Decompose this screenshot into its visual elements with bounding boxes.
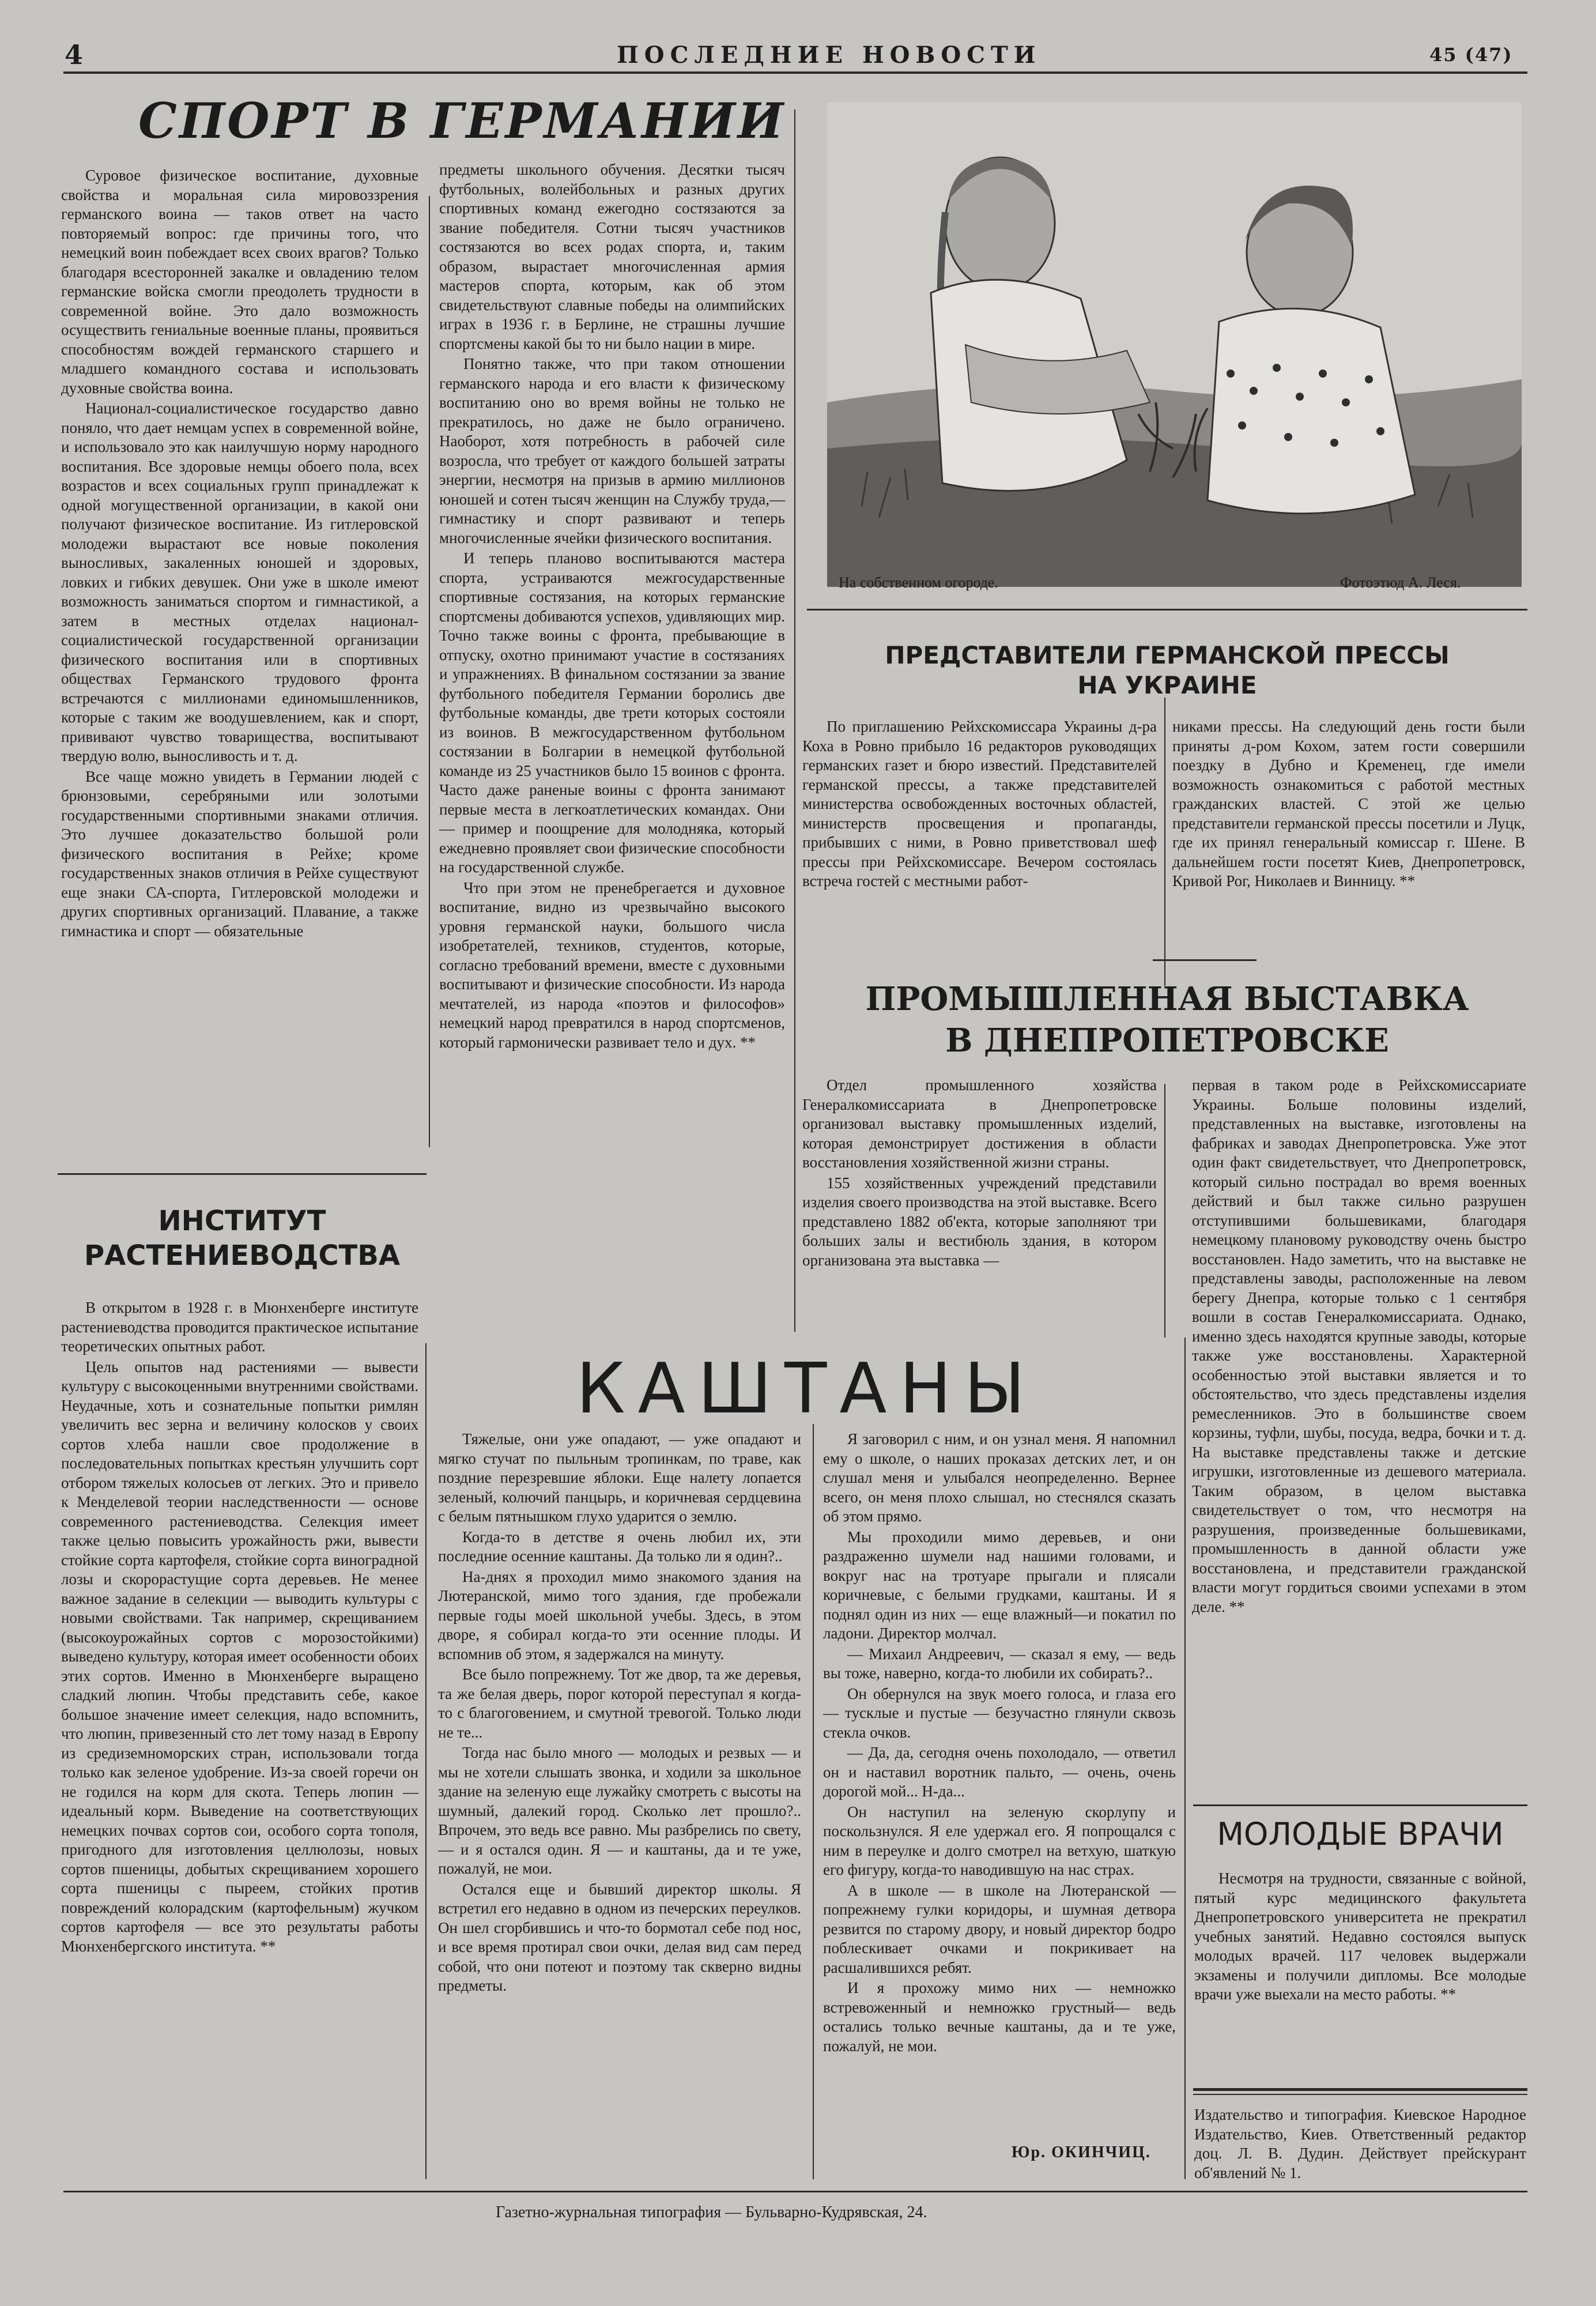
photo-credit: Фотоэтюд А. Леся. (1340, 574, 1461, 591)
paragraph: Что при этом не пренебрегается и духовное воспитание, видно из чрезвычайно высокого уровня германской науки, большого числа изобретателей, техников, студентов, которые, согласно требований времени, вместе с духовными воспитывают и физические способности. Из народа мечтателей, из народа «поэтов и философов» немецкий народ превратился в народ спортсменов, который гармонически развивает тело и дух. ** (439, 879, 785, 1051)
chestnuts-signature: Юр. ОКИНЧИЦ. (1012, 2143, 1151, 2161)
paragraph: Национал-социалистическое государство давно поняло, что дает немцам успех в современной войне, и использовало это как наилучшую норму народного воспитания. Все здоровые немцы обоего пола, всех возрастов и всех социальных групп принадлежат к одной могущественной организации, в какой они получают физическое воспитание. Из гитлеровской молодежи вырастают все новые поколения выносливых, закаленных юношей и здоровых, ловких и гибких девушек. Они уже в школе имеют возможность заниматься спортом и гимнастикой, а затем в местных отделах национал-социалистической государственной организации физического воспитания или в спортивных обществах Германского трудового фронта встречаются с миллионами единомышленников, которые с таким же воодушевлением, как и спорт, прививают чувство товарищества, воспитывают твердую волю, выносливость и т. д. (61, 400, 418, 764)
column-rule (794, 110, 795, 1332)
paragraph: И теперь планово воспитываются мастера спорта, устраиваются межгосударственные спортивные состязания, на которых германские спортсмены добиваются успехов, удивляющих мир. Точно также воины с фронта, пребывающие в отпуску, охотно принимают участие в состязаниях и упражнениях. В финальном состязании за звание футбольного победителя Германии боролись две футбольные команды, две трети которых состояли из воинов. В межгосударственном футбольном состязании в Болгарии в немецкой футбольной команде из 25 участников было 15 воинов с фронта. Часто даже раненые воины с фронта занимают первые места в легкоатлетических командах. Они — пример и поощрение для молодняка, который ежедневно проявляет свои физические способности на государственной службе. (439, 549, 785, 876)
column-rule (425, 1343, 427, 2179)
paragraph: В открытом в 1928 г. в Мюнхенберге институте растениеводства проводится практическое испытание теоретических опытных работ. (61, 1299, 418, 1355)
paragraph: И я прохожу мимо них — немножко встревоженный и немножко грустный— ведь остались только вечные каштаны, да и те уже, пожалуй, не мои. (823, 1979, 1176, 2055)
expo-column-2 (1192, 1076, 1526, 1618)
paragraph: Когда-то в детстве я очень любил их, эти последние осенние каштаны. Да только ли я один?.. (438, 1528, 801, 1565)
paragraph: Тяжелые, они уже опадают, — уже опадают и мягко стучат по пыльным тропинкам, по траве, как поздние перезревшие яблоки. Еще налету лопается зеленый, колючий панцырь, и коричневая сердцевина с белым пятнышком глухо ударится о землю. (438, 1430, 801, 1525)
issue-number: 45 (47) (1429, 44, 1513, 66)
column-rule (1164, 1084, 1165, 1337)
sport-title: СПОРТ В ГЕРМАНИИ (138, 92, 786, 149)
expo-title-line-1: ПРОМЫШЛЕННАЯ ВЫСТАВКА (865, 980, 1469, 1018)
press-column-2 (1172, 717, 1525, 892)
photo-caption: На собственном огороде. (839, 574, 998, 591)
paragraph: Несмотря на трудности, связанные с войной, пятый курс медицинского факультета Днепропетровского университета не прекратил учебных занятий. Недавно состоялся выпуск молодых врачей. 117 человек выдержали экзамены и получили дипломы. Все молодые врачи уже выехали на место работы. ** (1194, 1870, 1526, 2003)
chestnuts-title: КАШТАНЫ (576, 1349, 1038, 1429)
sport-column-1 (61, 166, 418, 942)
section-rule (1193, 1804, 1527, 1806)
doctors-title: МОЛОДЫЕ ВРАЧИ (1217, 1816, 1504, 1852)
section-rule (1193, 2088, 1527, 2091)
paragraph: первая в таком роде в Рейхскомиссариате Украины. Больше половины изделий, представленных на выставке, изготовлены на фабриках и заводах Днепропетровска. Уже этот один факт свидетельствует, что Днепропетровск, который сильно пострадал во время военных действий и был также сильно разрушен отступившими большевиками, благодаря немецкому плановому руководству очень быстро восстановлен. Надо заметить, что на выставке не представлены заводы, расположенные на левом берегу Днепра, которые только с 1 сентября вошли в состав Генералкомиссариата. Однако, именно здесь находятся крупные заводы, которые также уже восстановлены. Характерной особенностью этой выставки является и то обстоятельство, что здесь представлены изделия ремесленников. Это в большинстве своем корзины, туфли, шубы, посуда, ведра, бочки и т. д. На выставке представлены также и детские игрушки, изготовленные из дешевого материала. Таким образом, в целом выставка свидетельствует о том, что несмотря на разрушения, произведенные большевиками, промышленность в данной области уже восстановлена, и представители гражданской власти могут гордиться своими успехами в этом деле. ** (1192, 1076, 1526, 1615)
press-title-line-2: НА УКРАИНЕ (1077, 671, 1257, 699)
footer-rule (63, 2191, 1527, 2192)
section-rule (1153, 959, 1257, 961)
section-rule (58, 1173, 427, 1175)
paragraph: По приглашению Рейхскомиссара Украины д-ра Коха в Ровно прибыло 16 редакторов руководящих германских газет и бюро известий. Представителей германской прессы, а также представителей министерства освобожденных восточных областей, министерств просвещения и пропаганды, прибывших с ними, в Ровно приветствовал шеф прессы при Рейхскомиссаре. Вечером состоялась встреча гостей с местными работ- (802, 718, 1157, 890)
institute-title-line-2: РАСТЕНИЕВОДСТВА (84, 1239, 401, 1272)
header-rule (63, 71, 1527, 74)
chestnuts-column-2 (823, 1430, 1176, 2057)
press-title-line-1: ПРЕДСТАВИТЕЛИ ГЕРМАНСКОЙ ПРЕССЫ (885, 641, 1450, 669)
paragraph: — Да, да, сегодня очень похолодало, — ответил он и наставил воротник пальто, — очень, очень дорогой мой... Н-да... (823, 1744, 1176, 1800)
paragraph: предметы школьного обучения. Десятки тысяч футбольных, волейбольных и разных других спортивных команд ежегодно состязаются за звание победителя. Сотни тысяч участников состязаются во всех родах спорта, и, таким образом, вырастает многочисленная армия мастеров спорта, которым, как об этом свидетельствуют славные победы на олимпийских играх в 1936 г. в Берлине, не страшны лучшие спортсмены какой бы то ни было нации в мире. (439, 161, 785, 352)
press-column-1 (802, 717, 1157, 892)
imprint (1194, 2105, 1526, 2184)
imprint-text: Издательство и типография. Киевское Народное Издательство, Киев. Ответственный редактор доц. Л. В. Дудин. Действует прейскурант об'явлений № 1. (1194, 2106, 1526, 2181)
paragraph: Все было попрежнему. Тот же двор, та же деревья, та же белая дверь, порог которой переступал я когда-то с благоговением, и смутной тревогой. Только люди не те... (438, 1666, 801, 1741)
institute-title-line-1: ИНСТИТУТ (158, 1205, 326, 1237)
garden-photo-illustration (827, 103, 1522, 587)
paragraph: А в школе — в школе на Лютеранской — попрежнему гулки коридоры, и шумная детвора резвится по старому двору, и новый директор бодро поблескивает очками и покрикивает на расшалившихся ребят. (823, 1881, 1176, 1976)
paragraph: Цель опытов над растениями — вывести культуру с высокоценными внутренними свойствами. Неудачные, хоть и сознательные попытки римлян увеличить вес зерна и величину колосков у своих сортов хлеба нашли свое продолжение в последовательных попытках крестьян улучшить сорт отбором тяжелых колосьев от легких. Это и привело к Менделевой теории наследственности — основе современного растениеводства. Селекция имеет также целью повысить урожайность ржи, вывести стойкие сорта картофеля, стойкие сорта виноградной лозы и скорорастущие сорта деревьев. Не менее важное задание в селекции — выводить культуры с новыми свойствами. Так например, скрещиванием (высокоурожайных сортов с морозостойкими) выведено культуру, которая имеет особенности обоих этих сортов. Именно в Мюнхенберге выращено сладкий люпин. Чтобы представить себе, какое большое значение имеет селекция, надо вспомнить, что люпин, привезенный сто лет тому назад в Европу из средиземноморских стран, использовали тогда только как зеленое удобрение. Из-за своей горечи он не годился на корм для скота. Теперь люпин — идеальный корм. Выведение на соответствующих немецких почвах сортов сои, особого сорта тополя, пригодного для изготовления целлюлозы, новых сортов пшеницы, добытых скрещиванием хорошего сорта пшеницы с пыреем, стойких против повреждений колорадским (картофельным) жучком сортов картофеля — все это результаты работы Мюнхенбергского института. ** (61, 1358, 418, 1955)
expo-title-line-2: В ДНЕПРОПЕТРОВСКЕ (945, 1022, 1389, 1060)
paragraph: Остался еще и бывший директор школы. Я встретил его недавно в одном из печерских переулков. Он шел сгорбившись и что-то бормотал себе под нос, и все время протирал свои очки, делая вид сам перед собой, что они потеют и поэтому так скверно видны предметы. (438, 1880, 801, 1994)
column-rule (813, 1424, 814, 2179)
paragraph: Понятно также, что при таком отношении германского народа и его власти к физическому воспитанию оно во время войны не только не прекратилось, но даже не было ограничено. Наоборот, хотя потребность в рабочей силе возросла, что требует от каждого большей затраты энергии, несмотря на призыв в армию миллионов юношей и сотен тысяч женщин на Службу труда,—гимнастику и спорт развивают и теперь многочисленные ячейки физического воспитания. (439, 355, 785, 547)
paragraph: Тогда нас было много — молодых и резвых — и мы не хотели слышать звонка, и ходили за школьное здание на зеленую еще лужайку смотреть с высоты на шумный, далекий город. Сколько лет прошло?.. Впрочем, это ведь все равно. Мы разбрелись по свету, — и я остался один. Я — и каштаны, да и те уже, пожалуй, не мои. (438, 1744, 801, 1877)
paragraph: — Михаил Андреевич, — сказал я ему, — ведь вы тоже, наверно, когда-то любили их собирать?.. (823, 1645, 1176, 1682)
paragraph: Все чаще можно увидеть в Германии людей с брюнзовыми, серебряными или золотыми государственными спортивными знаками отличия. Это лучшее доказательство большой роли физического воспитания в Рейхе; кроме государственных знаков отличия в Рейхе существуют еще знаки СА-спорта, Гитлеровской молодежи и других спортивных организаций. Плавание, а также гимнастика и спорт — обязательные (61, 767, 418, 940)
institute-body (61, 1298, 418, 1957)
column-rule (1184, 1337, 1186, 2179)
newspaper-title: ПОСЛЕДНИЕ НОВОСТИ (617, 42, 1042, 69)
column-rule (1164, 698, 1165, 986)
paragraph: никами прессы. На следующий день гости были приняты д-ром Кохом, затем гости совершили поездку в Дубно и Кременец, где имели возможность ознакомиться с работой местных гражданских властей. С этой же целью представители германской прессы посетили и Луцк, где их принял генеральный комиссар г. Шене. В дальнейшем гости посетят Киев, Днепропетровск, Кривой Рог, Николаев и Винницу. ** (1172, 718, 1525, 890)
expo-column-1 (802, 1076, 1157, 1271)
paragraph: Он обернулся на звук моего голоса, и глаза его — тусклые и пустые — безучастно глянули сквозь стекла очков. (823, 1685, 1176, 1741)
sport-column-2 (439, 160, 785, 1053)
paragraph: На-днях я проходил мимо знакомого здания на Лютеранской, мимо того здания, где пробежали первые годы моей школьной учебы. Здесь, в этом дворе, я собирал когда-то эти осенние плоды. И вспомнив об этом, я задержался на минуту. (438, 1568, 801, 1663)
paragraph: Я заговорил с ним, и он узнал меня. Я напомнил ему о школе, о наших проказах детских лет, и он слушал меня и улыбался неопределенно. Вернее всего, он меня плохо слышал, но стеснялся сказать об этом прямо. (823, 1430, 1176, 1525)
page-number: 4 (65, 39, 84, 70)
chestnuts-column-1 (438, 1430, 801, 1997)
paragraph: Суровое физическое воспитание, духовные свойства и моральная сила мировоззрения германского воина — таков ответ на часто повторяемый вопрос: где причины того, что немецкий воин побеждает всех своих врагов? Только благодаря всесторонней закалке и овладению телом германские войска смогли преодолеть трудности в современной войне. Это дало возможность осуществить гениальные военные планы, проявиться способностям вождей германского старшего и младшего командного состава и использовать духовные свойства воина. (61, 167, 418, 397)
section-rule (807, 609, 1527, 611)
paragraph: Отдел промышленного хозяйства Генералкомиссариата в Днепропетровске организовал выставку промышленных изделий, которая демонстрирует достижения в области восстановления хозяйственной жизни страны. (802, 1076, 1157, 1171)
paragraph: Он наступил на зеленую скорлупу и поскользнулся. Я еле удержал его. Я попрощался с ним в переулке и долго смотрел на ветхую, шаткую его фигуру, когда-то наводившую на нас страх. (823, 1803, 1176, 1878)
printer-footer: Газетно-журнальная типография — Бульварно-Кудрявская, 24. (496, 2203, 927, 2221)
section-rule (1193, 2094, 1527, 2095)
paragraph: Мы проходили мимо деревьев, и они раздраженно шумели над нашими головами, и вокруг нас на тротуаре прыгали и плясали коричневые, с белыми грудками, каштаны. И я поднял один из них — еще влажный—и покатил по ладони. Директор молчал. (823, 1528, 1176, 1642)
column-rule (429, 196, 430, 1147)
doctors-body (1194, 1869, 1526, 2006)
paragraph: 155 хозяйственных учреждений представили изделия своего производства на этой выставке. Всего представлено 1882 об'екта, которые заполняют три больших залы и вестибюль здания, в котором организована эта выставка — (802, 1174, 1157, 1269)
